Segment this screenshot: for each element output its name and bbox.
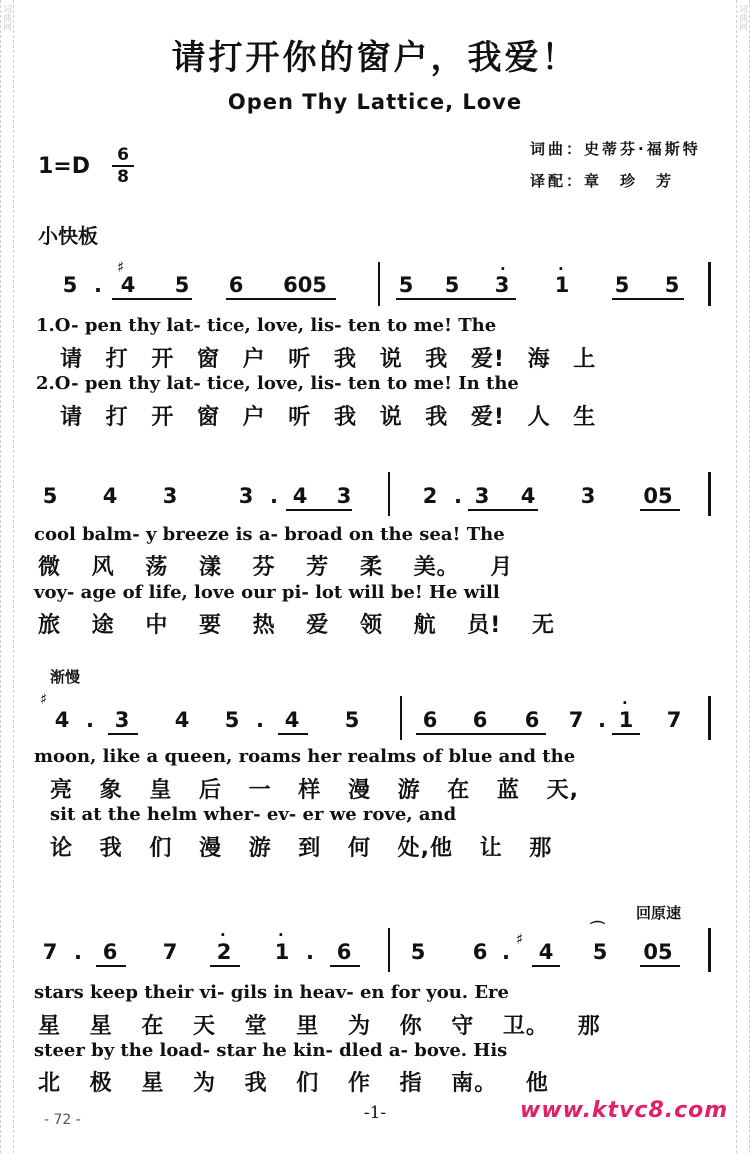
fermata: ⌒ — [590, 920, 606, 938]
note: 4 — [120, 273, 136, 297]
lyric-line-en-2: steer by the load- star he kin- dled a- bove. His — [34, 1040, 508, 1061]
time-top: 6 — [117, 145, 129, 165]
barline-end — [708, 928, 711, 972]
note: 5 — [174, 273, 190, 297]
beam — [612, 298, 684, 300]
left-watermark-strip — [0, 0, 14, 1153]
song-title: 请打开你的窗户，我爱！ — [171, 38, 579, 78]
barline — [388, 928, 390, 972]
lyric-line-en-1: cool balm- y breeze is a- broad on the sea! The — [34, 524, 505, 545]
high-dot: · — [622, 694, 628, 712]
beam — [416, 733, 546, 735]
barline — [378, 262, 380, 306]
beam — [640, 509, 680, 511]
note: 3 — [474, 484, 490, 508]
lyric-line-en-2: 2.O- pen thy lat- tice, love, lis- ten to me! In the — [36, 373, 519, 394]
note-dot: . — [270, 484, 278, 508]
time-signature — [112, 146, 134, 186]
high-dot: · — [558, 260, 564, 278]
note: 5 — [614, 273, 630, 297]
note: 5 — [592, 940, 608, 964]
lyric-line-zh-1: 亮 象 皇 后 一 样 漫 游 在 蓝 天, — [50, 778, 579, 803]
note: 6 — [336, 940, 352, 964]
beam — [640, 965, 680, 967]
beam — [468, 509, 538, 511]
beam — [278, 733, 308, 735]
beam — [226, 298, 336, 300]
sharp-sign: ♯ — [117, 258, 125, 276]
lyric-line-zh-2: 旅 途 中 要 热 爱 领 航 员! 无 — [38, 613, 555, 638]
beam — [286, 509, 352, 511]
note: 7 — [666, 708, 682, 732]
beam — [210, 965, 240, 967]
note-dot: . — [598, 708, 606, 732]
sharp-sign: ♯ — [40, 690, 48, 708]
note: 3 — [336, 484, 352, 508]
page-number: -1- — [363, 1103, 387, 1123]
high-dot: · — [220, 926, 226, 944]
note: 1 — [274, 940, 290, 964]
note: 7 — [568, 708, 584, 732]
barline-end — [708, 696, 711, 740]
note: 7 — [42, 940, 58, 964]
note: 6 — [472, 940, 488, 964]
note: 5 — [398, 273, 414, 297]
a-tempo-mark: 回原速 — [636, 904, 682, 922]
note: 2 — [422, 484, 438, 508]
note-dot: . — [256, 708, 264, 732]
tempo-mark: 小快板 — [38, 224, 98, 248]
key-signature: 1=D — [38, 154, 91, 179]
note-dot: . — [454, 484, 462, 508]
beam — [532, 965, 560, 967]
barline-end — [708, 262, 711, 306]
note: 5 — [444, 273, 460, 297]
right-watermark-text: 词曲网 — [737, 4, 747, 31]
note: 1 — [554, 273, 570, 297]
high-dot: · — [500, 260, 506, 278]
lyric-line-en-1: moon, like a queen, roams her realms of blue and the — [34, 746, 576, 767]
lyric-line-zh-2: 论 我 们 漫 游 到 何 处,他 让 那 — [50, 836, 553, 861]
beam — [330, 965, 360, 967]
time-bottom: 8 — [117, 167, 129, 187]
left-watermark-text: 词曲网 — [1, 4, 11, 31]
note-dot: . — [306, 940, 314, 964]
lyric-line-en-2: voy- age of life, love our pi- lot will be! He will — [34, 582, 500, 603]
credit-lyrics: 词曲：史蒂芬·福斯特 — [530, 140, 701, 158]
footer-page-mark: - 72 - — [44, 1112, 81, 1128]
note: 4 — [54, 708, 70, 732]
high-dot: · — [278, 926, 284, 944]
note: 3 — [580, 484, 596, 508]
note-group: 05 — [643, 484, 673, 508]
note-group: 605 — [283, 273, 327, 297]
note: 4 — [102, 484, 118, 508]
note-group: 05 — [643, 940, 673, 964]
note: 5 — [344, 708, 360, 732]
note: 5 — [664, 273, 680, 297]
note: 2 — [216, 940, 232, 964]
note: 4 — [174, 708, 190, 732]
lyric-line-zh-2: 请 打 开 窗 户 听 我 说 我 爱! 人 生 — [60, 405, 597, 430]
note: 6 — [472, 708, 488, 732]
ritardando-mark: 渐慢 — [50, 668, 81, 686]
beam — [612, 733, 640, 735]
barline-end — [708, 472, 711, 516]
lyric-line-zh-1: 请 打 开 窗 户 听 我 说 我 爱! 海 上 — [60, 347, 597, 372]
lyric-line-zh-2: 北 极 星 为 我 们 作 指 南。 他 — [38, 1071, 549, 1096]
note-dot: . — [502, 940, 510, 964]
note: 3 — [238, 484, 254, 508]
note-dot: . — [94, 273, 102, 297]
lyric-line-zh-1: 星 星 在 天 堂 里 为 你 守 卫。 那 — [38, 1014, 601, 1039]
note: 5 — [410, 940, 426, 964]
note: 4 — [284, 708, 300, 732]
note: 6 — [102, 940, 118, 964]
note: 1 — [618, 708, 634, 732]
note: 6 — [422, 708, 438, 732]
lyric-line-en-2: sit at the helm wher- ev- er we rove, and — [50, 804, 457, 825]
site-url[interactable]: www.ktvc8.com — [520, 1098, 729, 1123]
right-watermark-strip — [736, 0, 750, 1153]
note: 5 — [224, 708, 240, 732]
note-dot: . — [86, 708, 94, 732]
note: 5 — [42, 484, 58, 508]
song-subtitle: Open Thy Lattice, Love — [227, 90, 523, 114]
barline — [400, 696, 402, 740]
note: 3 — [162, 484, 178, 508]
lyric-line-zh-1: 微 风 荡 漾 芬 芳 柔 美。 月 — [38, 555, 514, 580]
note: 4 — [292, 484, 308, 508]
note: 5 — [62, 273, 78, 297]
note: 3 — [114, 708, 130, 732]
note: 7 — [162, 940, 178, 964]
note: 4 — [520, 484, 536, 508]
note: 6 — [524, 708, 540, 732]
beam — [96, 965, 126, 967]
barline — [388, 472, 390, 516]
sharp-sign: ♯ — [516, 930, 524, 948]
note: 3 — [494, 273, 510, 297]
lyric-line-en-1: stars keep their vi- gils in heav- en for you. Ere — [34, 982, 509, 1003]
note: 4 — [538, 940, 554, 964]
beam — [112, 298, 192, 300]
beam — [108, 733, 138, 735]
beam — [396, 298, 516, 300]
credit-translation: 译配：章 珍 芳 — [530, 172, 675, 190]
note: 6 — [228, 273, 244, 297]
lyric-line-en-1: 1.O- pen thy lat- tice, love, lis- ten to me! The — [36, 315, 497, 336]
note-dot: . — [74, 940, 82, 964]
